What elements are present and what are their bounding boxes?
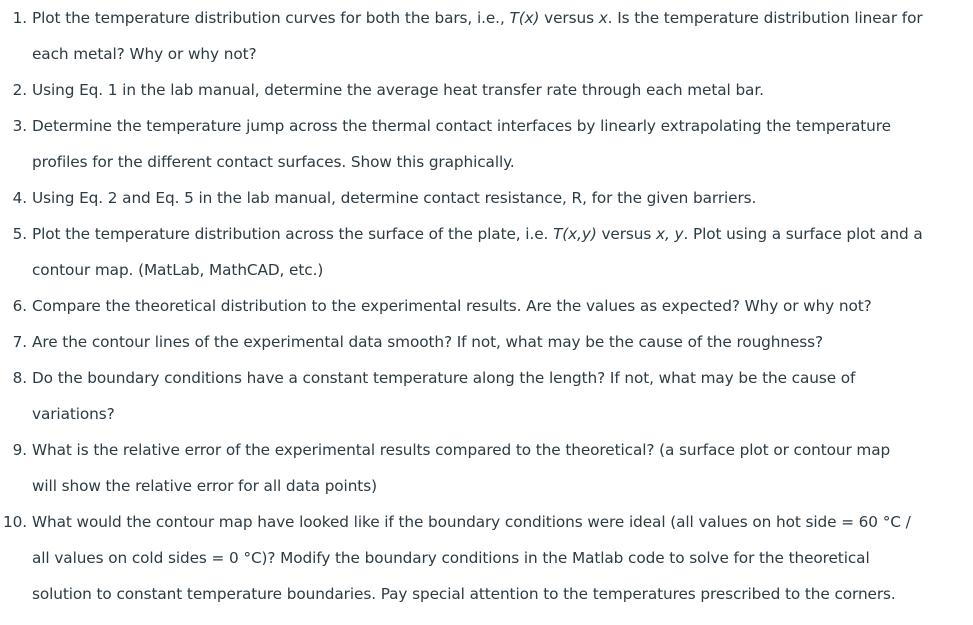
text-run: contour map. (MatLab, MathCAD, etc.) bbox=[32, 261, 324, 279]
item-text-line bbox=[32, 216, 973, 252]
text-run: Using Eq. 1 in the lab manual, determine the average heat transfer rate through each metal bar. bbox=[32, 81, 764, 99]
list-item bbox=[0, 72, 973, 108]
text-run: What would the contour map have looked like if the boundary conditions were ideal (all values on hot side = 60 °C / bbox=[32, 513, 911, 531]
text-run: . Is the temperature distribution linear for bbox=[607, 9, 923, 27]
item-text-line bbox=[32, 324, 973, 360]
text-run: versus bbox=[539, 9, 599, 27]
text-run: Using Eq. 2 and Eq. 5 in the lab manual, determine contact resistance, R, for the given barriers. bbox=[32, 189, 757, 207]
text-run: solution to constant temperature boundaries. Pay special attention to the temperatures prescribed to the corners. bbox=[32, 585, 896, 603]
list-item bbox=[0, 108, 973, 180]
item-text-line bbox=[32, 396, 973, 432]
text-run: Are the contour lines of the experimental data smooth? If not, what may be the cause of the roughness? bbox=[32, 333, 824, 351]
text-run: variations? bbox=[32, 405, 115, 423]
text-run: each metal? Why or why not? bbox=[32, 45, 257, 63]
item-text-line bbox=[32, 432, 973, 468]
item-number: 3. bbox=[12, 117, 27, 135]
text-run: Do the boundary conditions have a constant temperature along the length? If not, what may be the cause of bbox=[32, 369, 856, 387]
item-number: 6. bbox=[12, 297, 27, 315]
item-number: 5. bbox=[12, 225, 27, 243]
item-text-line bbox=[32, 144, 973, 180]
italic-math: x bbox=[598, 9, 608, 27]
item-text-line bbox=[32, 576, 973, 612]
item-number: 7. bbox=[12, 333, 27, 351]
item-number: 10. bbox=[2, 513, 27, 531]
item-text-line bbox=[32, 504, 973, 540]
item-text-line bbox=[32, 360, 973, 396]
text-run: What is the relative error of the experimental results compared to the theoretical? (a surface plot or contour map bbox=[32, 441, 891, 459]
text-run: all values on cold sides = 0 °C)? Modify the boundary conditions in the Matlab code to solve for the theoretical bbox=[32, 549, 870, 567]
item-number: 8. bbox=[12, 369, 27, 387]
item-text-line bbox=[32, 468, 973, 504]
list-item bbox=[0, 216, 973, 288]
text-run: Plot the temperature distribution across the surface of the plate, i.e. bbox=[32, 225, 554, 243]
item-number: 1. bbox=[12, 9, 27, 27]
item-text-line bbox=[32, 180, 973, 216]
text-run: Plot the temperature distribution curves for both the bars, i.e., bbox=[32, 9, 510, 27]
italic-math: x, y bbox=[656, 225, 684, 243]
list-item bbox=[0, 180, 973, 216]
text-run: . Plot using a surface plot and a bbox=[683, 225, 923, 243]
item-text-line bbox=[32, 540, 973, 576]
list-item bbox=[0, 360, 973, 432]
item-text-line bbox=[32, 288, 973, 324]
list-item bbox=[0, 324, 973, 360]
text-run: Determine the temperature jump across the thermal contact interfaces by linearly extrapolating the temperature bbox=[32, 117, 891, 135]
list-item bbox=[0, 504, 973, 612]
list-item bbox=[0, 432, 973, 504]
list-item bbox=[0, 288, 973, 324]
item-text-line bbox=[32, 108, 973, 144]
item-text-line bbox=[32, 72, 973, 108]
text-run: will show the relative error for all data points) bbox=[32, 477, 377, 495]
item-number: 4. bbox=[12, 189, 27, 207]
item-number: 2. bbox=[12, 81, 27, 99]
item-number: 9. bbox=[12, 441, 27, 459]
item-text-line bbox=[32, 36, 973, 72]
item-text-line bbox=[32, 0, 973, 36]
italic-math: T(x,y) bbox=[553, 225, 597, 243]
text-run: versus bbox=[596, 225, 657, 243]
text-run: profiles for the different contact surfaces. Show this graphically. bbox=[32, 153, 515, 171]
item-text-line bbox=[32, 252, 973, 288]
text-run: Compare the theoretical distribution to the experimental results. Are the values as expected? Why or why not? bbox=[32, 297, 872, 315]
list-item bbox=[0, 0, 973, 72]
italic-math: T(x) bbox=[509, 9, 540, 27]
